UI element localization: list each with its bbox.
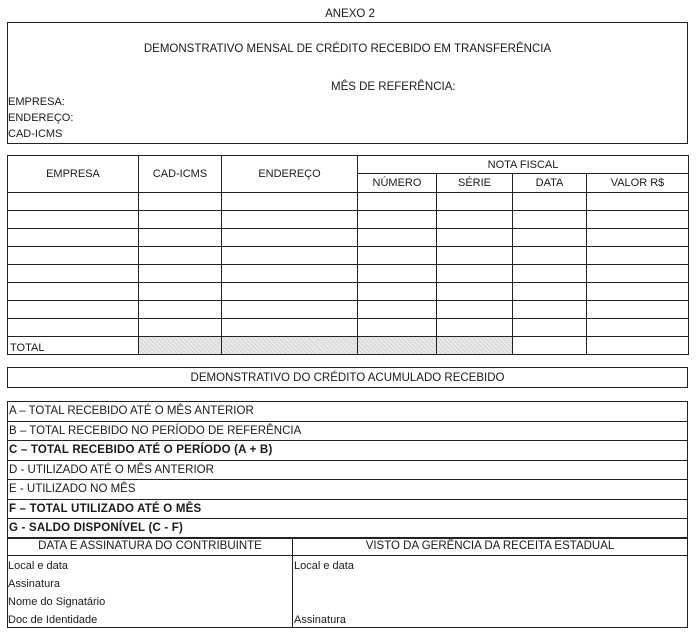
signature-box: [7, 537, 688, 628]
table-cell[interactable]: [587, 301, 689, 319]
table-cell[interactable]: [437, 319, 513, 337]
annex-label: ANEXO 2: [325, 8, 375, 20]
table-row: [8, 211, 689, 229]
table-cell[interactable]: [222, 319, 358, 337]
total-row: [8, 337, 689, 355]
table-cell[interactable]: [358, 193, 437, 211]
accumulated-row: [8, 460, 688, 480]
table-cell[interactable]: [513, 211, 587, 229]
table-row: [8, 283, 689, 301]
table-cell[interactable]: [139, 211, 222, 229]
accumulated-row: [8, 402, 688, 422]
company-label: EMPRESA:: [8, 96, 65, 108]
reference-month-label: MÊS DE REFERÊNCIA:: [331, 81, 456, 93]
table-cell[interactable]: [513, 283, 587, 301]
table-cell[interactable]: [222, 301, 358, 319]
table-cell[interactable]: [437, 301, 513, 319]
col-numero: NÚMERO: [358, 174, 437, 193]
table-cell[interactable]: [358, 319, 437, 337]
col-empresa: EMPRESA: [8, 156, 139, 193]
total-shaded-cell: [358, 337, 437, 355]
total-shaded-cell: [222, 337, 358, 355]
table-cell[interactable]: [358, 229, 437, 247]
table-cell[interactable]: [513, 229, 587, 247]
total-shaded-cell: [139, 337, 222, 355]
table-cell[interactable]: [513, 247, 587, 265]
identity-document: Doc de Identidade: [8, 614, 98, 626]
col-nota-fiscal: NOTA FISCAL: [358, 156, 689, 174]
total-label: TOTAL: [8, 337, 139, 355]
table-cell[interactable]: [437, 193, 513, 211]
signatory-name: Nome do Signatário: [8, 596, 106, 608]
table-cell[interactable]: [587, 319, 689, 337]
table-cell[interactable]: [8, 283, 139, 301]
accumulated-row-label: D - UTILIZADO ATÉ O MÊS ANTERIOR: [8, 460, 688, 480]
table-cell[interactable]: [437, 211, 513, 229]
table-cell[interactable]: [8, 193, 139, 211]
table-cell[interactable]: [8, 301, 139, 319]
col-endereco: ENDEREÇO: [222, 156, 358, 193]
accumulated-row: [8, 519, 688, 539]
table-cell[interactable]: [222, 283, 358, 301]
table-cell[interactable]: [587, 193, 689, 211]
table-cell[interactable]: [8, 265, 139, 283]
accumulated-title: DEMONSTRATIVO DO CRÉDITO ACUMULADO RECEBIDO: [7, 367, 688, 388]
table-cell[interactable]: [8, 319, 139, 337]
table-row: [8, 301, 689, 319]
accumulated-row-label: C – TOTAL RECEBIDO ATÉ O PERÍODO (A + B): [8, 441, 688, 461]
accumulated-row-label: B – TOTAL RECEBIDO NO PERÍODO DE REFERÊNCIA: [8, 421, 688, 441]
accumulated-table: [7, 401, 688, 539]
table-cell[interactable]: [139, 301, 222, 319]
table-cell[interactable]: [587, 211, 689, 229]
accumulated-row-label: E - UTILIZADO NO MÊS: [8, 480, 688, 500]
table-cell[interactable]: [222, 265, 358, 283]
col-data: DATA: [513, 174, 587, 193]
table-cell[interactable]: [139, 265, 222, 283]
table-row: [8, 265, 689, 283]
table-cell[interactable]: [139, 193, 222, 211]
table-cell[interactable]: [139, 229, 222, 247]
col-cad-icms: CAD-ICMS: [139, 156, 222, 193]
table-cell[interactable]: [513, 319, 587, 337]
table-cell[interactable]: [437, 265, 513, 283]
table-cell[interactable]: [437, 229, 513, 247]
office-local-data: Local e data: [294, 560, 354, 572]
taxpayer-signature: Assinatura: [8, 578, 60, 590]
table-cell[interactable]: [513, 193, 587, 211]
accumulated-row: [8, 441, 688, 461]
cad-icms-label: CAD-ICMS: [8, 128, 63, 140]
table-cell[interactable]: [222, 229, 358, 247]
table-row: [8, 193, 689, 211]
accumulated-row-label: G - SALDO DISPONÍVEL (C - F): [8, 519, 688, 539]
accumulated-row: [8, 421, 688, 441]
table-cell[interactable]: [437, 283, 513, 301]
invoice-table-body: [8, 193, 689, 355]
address-label: ENDEREÇO:: [8, 112, 74, 124]
table-cell[interactable]: [587, 247, 689, 265]
accumulated-row: [8, 499, 688, 519]
table-cell[interactable]: [139, 319, 222, 337]
table-cell[interactable]: [513, 265, 587, 283]
col-serie: SÉRIE: [437, 174, 513, 193]
table-cell[interactable]: [358, 301, 437, 319]
accumulated-row-label: F – TOTAL UTILIZADO ATÉ O MÊS: [8, 499, 688, 519]
table-cell[interactable]: [8, 247, 139, 265]
signature-header-line: [8, 555, 687, 556]
table-row: [8, 247, 689, 265]
accumulated-row-label: A – TOTAL RECEBIDO ATÉ O MÊS ANTERIOR: [8, 402, 688, 422]
total-cell[interactable]: [587, 337, 689, 355]
form-title: DEMONSTRATIVO MENSAL DE CRÉDITO RECEBIDO EM TRANSFERÊNCIA: [143, 43, 552, 55]
table-cell[interactable]: [358, 283, 437, 301]
revenue-office-heading: VISTO DA GERÊNCIA DA RECEITA ESTADUAL: [365, 540, 615, 552]
table-cell[interactable]: [358, 265, 437, 283]
office-signature: Assinatura: [294, 614, 346, 626]
invoice-table: [7, 155, 689, 355]
table-cell[interactable]: [8, 211, 139, 229]
table-cell[interactable]: [222, 193, 358, 211]
taxpayer-local-data: Local e data: [8, 560, 68, 572]
table-cell[interactable]: [587, 265, 689, 283]
table-cell[interactable]: [513, 301, 587, 319]
table-cell[interactable]: [358, 247, 437, 265]
accumulated-row: [8, 480, 688, 500]
col-valor: VALOR R$: [587, 174, 689, 193]
table-cell[interactable]: [8, 229, 139, 247]
taxpayer-heading: DATA E ASSINATURA DO CONTRIBUINTE: [38, 540, 262, 552]
table-row: [8, 319, 689, 337]
total-cell[interactable]: [513, 337, 587, 355]
header-box: [7, 22, 688, 144]
table-cell[interactable]: [437, 247, 513, 265]
table-cell[interactable]: [222, 247, 358, 265]
table-cell[interactable]: [222, 211, 358, 229]
table-cell[interactable]: [587, 229, 689, 247]
table-cell[interactable]: [139, 283, 222, 301]
table-cell[interactable]: [358, 211, 437, 229]
table-row: [8, 229, 689, 247]
table-cell[interactable]: [587, 283, 689, 301]
table-cell[interactable]: [139, 247, 222, 265]
total-shaded-cell: [437, 337, 513, 355]
